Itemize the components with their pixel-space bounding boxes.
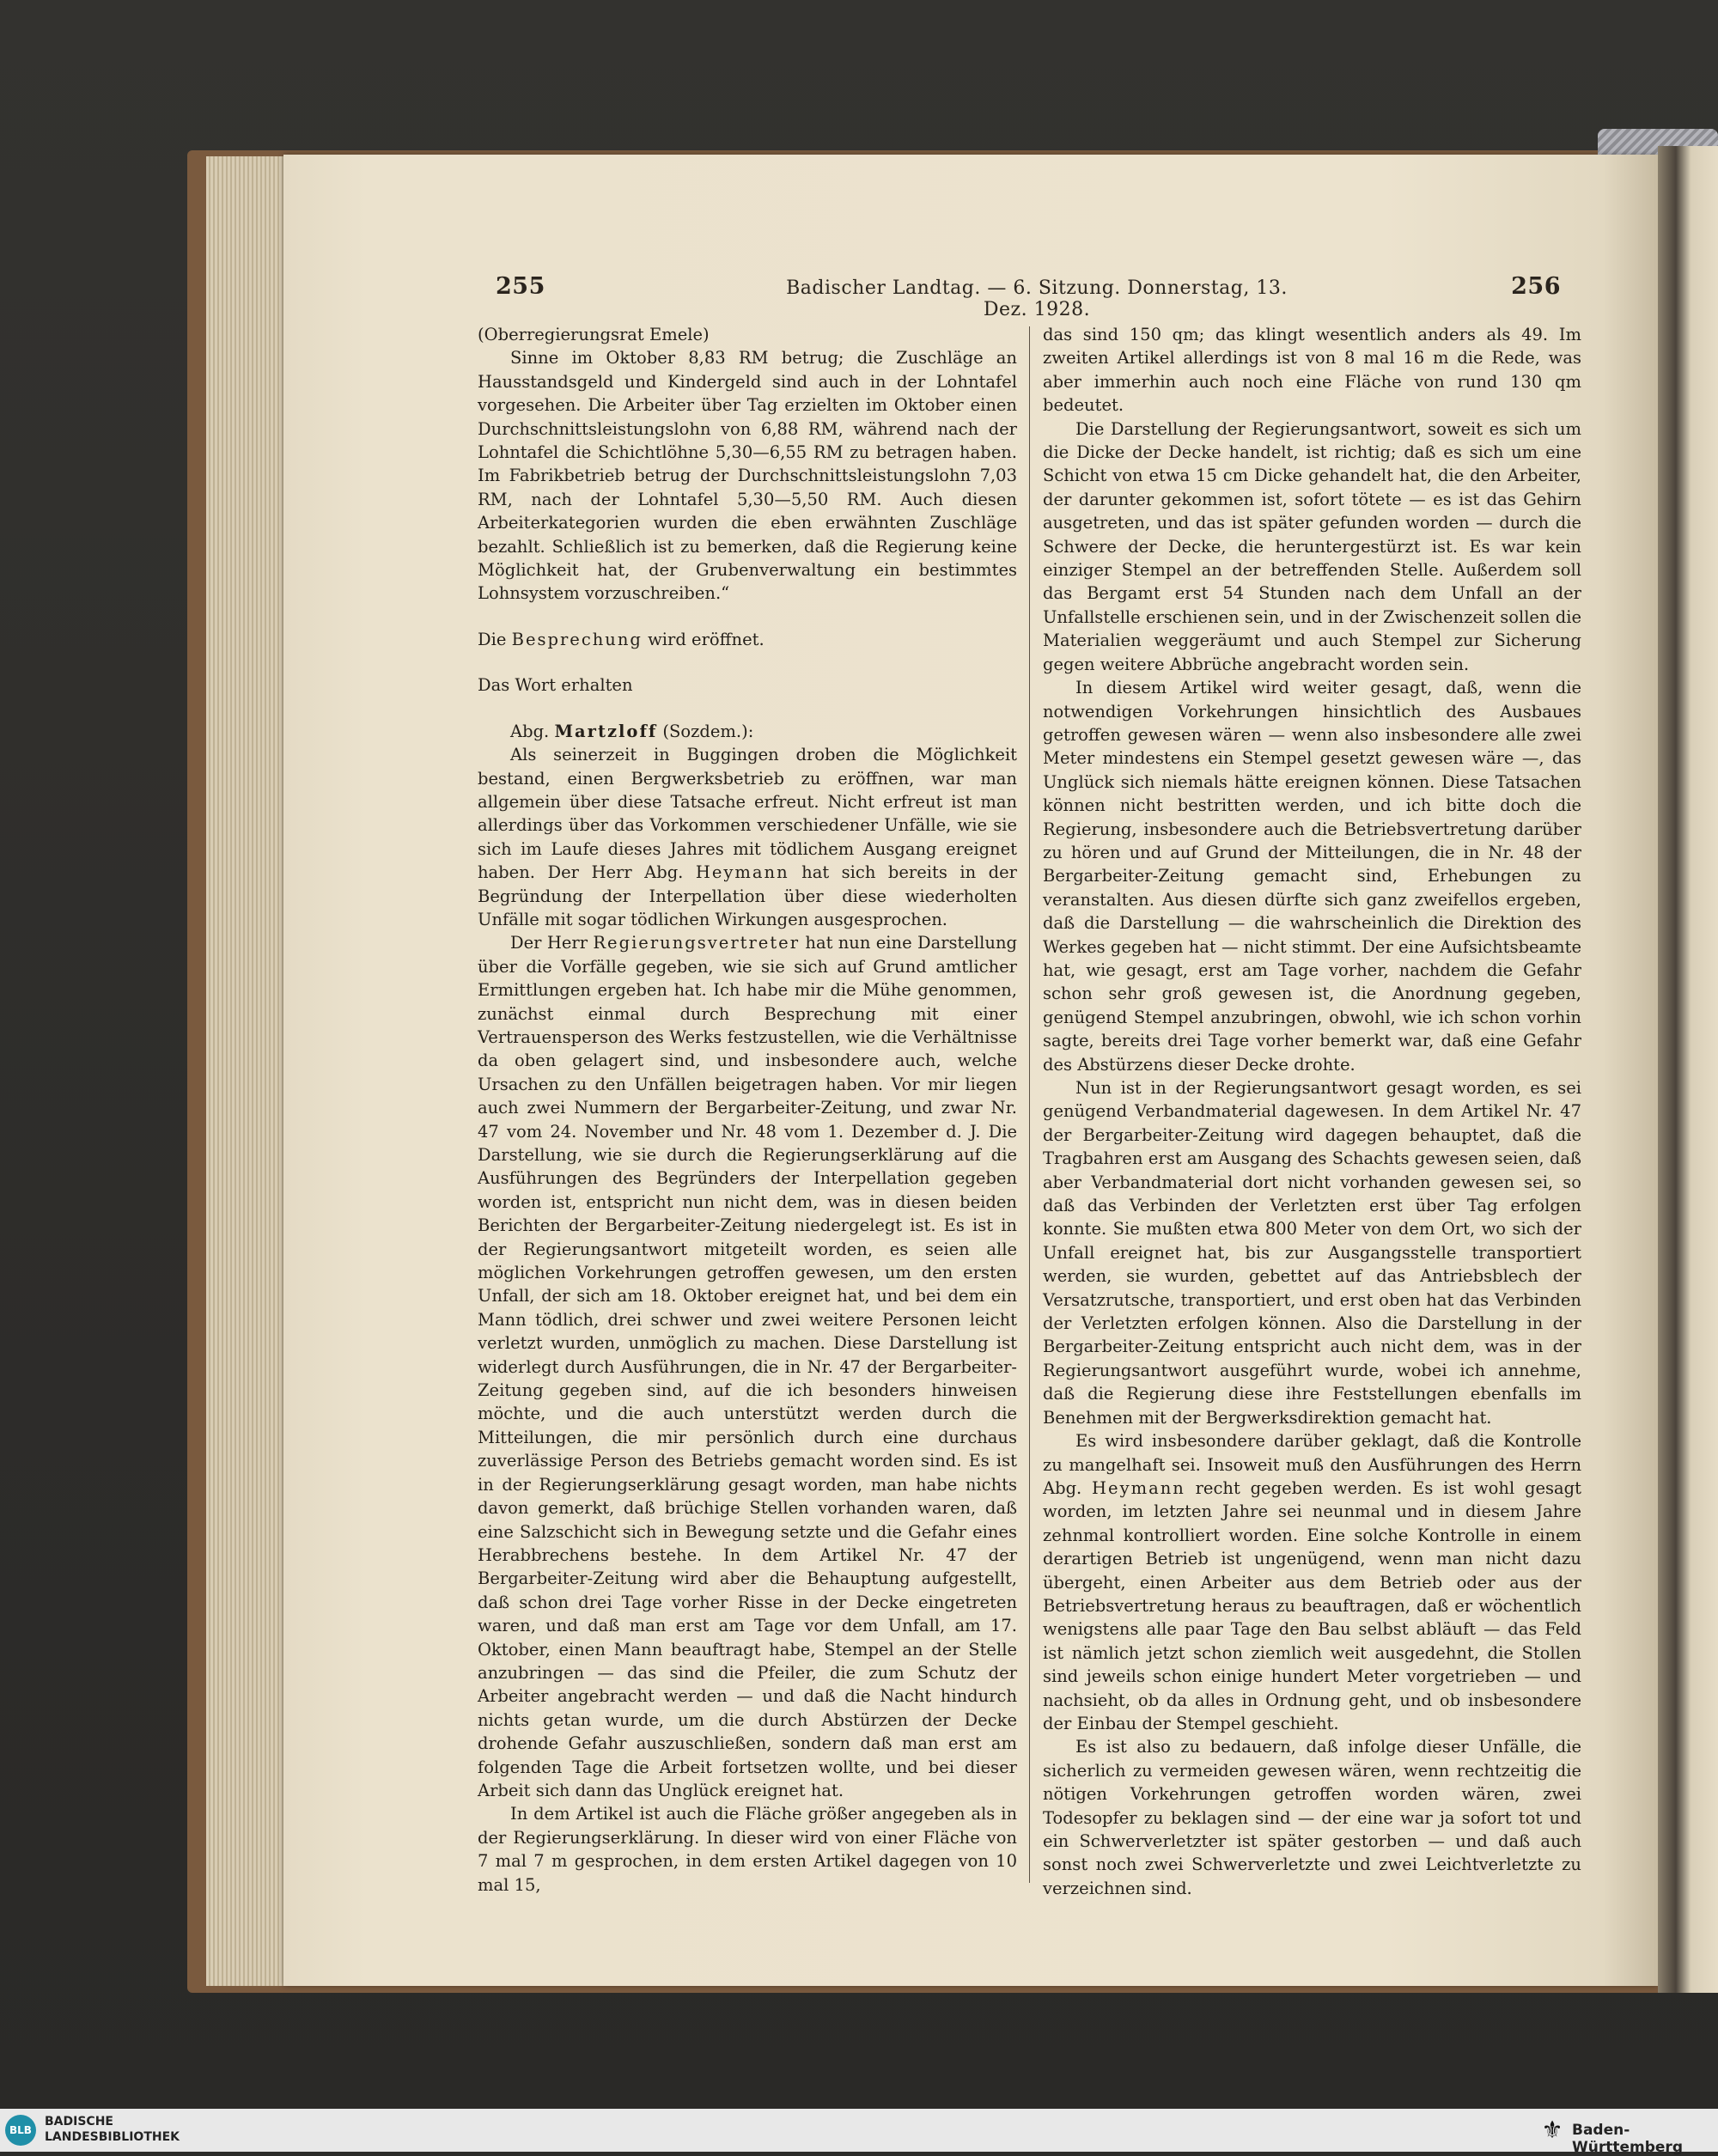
paragraph: In dem Artikel ist auch die Fläche größer angegeben als in der Regierungserklärung. In dieser wird von einer Fläche von 7 mal 7 m gesprochen, in dem ersten Artikel dagegen von 10 mal 15, xyxy=(478,1804,1017,1895)
page-gutter xyxy=(1658,146,1718,1993)
paragraph: Sinne im Oktober 8,83 RM betrug; die Zuschläge an Hausstandsgeld und Kindergeld sind auch in der Lohntafel vorgesehen. Die Arbeiter über Tag erzielten im Oktober einen Durchschnittsleistungslohn von 6,88 RM, während nach der Lohntafel die Schichtlöhne 5,30—6,55 RM zu betragen haben. Im Fabrikbetrieb betrug der Durchschnittsleistungslohn 7,03 RM, nach der Lohntafel 5,30—5,50 RM. Auch diesen Arbeiterkategorien wurden die eben erwähnten Zuschläge bezahlt. Schließlich ist zu bemerken, daß die Regierung keine Möglichkeit hat, der Grubenverwaltung ein bestimmtes Lohnsystem vorzuschreiben.“ xyxy=(478,348,1017,604)
blb-logo[interactable]: BLB xyxy=(5,2115,36,2146)
viewer-footer xyxy=(0,2109,1718,2156)
column-divider xyxy=(1029,326,1030,1883)
discussion-word: Besprechung xyxy=(511,629,643,649)
running-head xyxy=(496,273,1561,320)
paragraph-text: Der Herr xyxy=(510,933,594,953)
paragraph xyxy=(478,931,1017,1802)
page-number-left: 255 xyxy=(496,273,545,300)
mentioned-name: Heymann xyxy=(695,862,789,883)
speaker-line: (Oberregierungsrat Emele) xyxy=(478,325,710,344)
paragraph-text: hat sich bereits in der Begründung der Interpellation über diese wiederholten Unfälle mit sogar tödlichen Wirkungen ausgesprochen. xyxy=(478,862,1017,929)
library-name-line1: BADISCHE xyxy=(45,2115,113,2129)
abg-prefix: Abg. xyxy=(510,721,555,741)
word-given-line: Das Wort erhalten xyxy=(478,675,633,696)
state-name[interactable]: Baden-Württemberg xyxy=(1572,2122,1683,2156)
paragraph-text: hat nun eine Darstellung über die Vorfälle gegeben, wie sie sich auf Grund amtlicher Ermittlungen ergeben hat. Ich habe mir die Mühe genommen, zunächst einmal durch Besprechung mit einer Vertrauensperson des Werks festzustellen, wie die Verhältnisse da oben gelagert sind, und insbesondere auch, welche Ursachen zu den Unfällen beigetragen haben. Vor mir liegen auch zwei Nummern der Bergarbeiter-Zeitung, und zwar Nr. 47 vom 24. November und Nr. 48 vom 1. Dezember d. J. Die Darstellung, wie sie durch die Regierungserklärung auf die Ausführungen des Begründers der Interpellation gegeben worden ist, entspricht nun nicht dem, was in diesen beiden Berichten der Bergarbeiter-Zeitung niedergelegt ist. Es ist in der Regierungsantwort mitgeteilt worden, es seien alle möglichen Vorkehrungen getroffen gewesen, um den ersten Unfall, der sich am 18. Oktober ereignet hat, und bei dem ein Mann tödlich, drei schwer und zwei weitere Personen leicht verletzt wurden, unmöglich zu machen. Diese Darstellung ist widerlegt durch Ausführungen, die in Nr. 47 der Bergarbeiter-Zeitung gegeben sind, auf die ich besonders hinweisen möchte, und die auch unterstützt werden durch die Mitteilungen, die mir persönlich durch eine durchaus zuverlässige Person des Betriebs gemacht worden sind. Es ist in der Regierungserklärung gesagt worden, man habe nichts davon gemerkt, daß brüchige Stellen vorhanden waren, daß eine Salzschicht sich in Bewegung setzte und die Gefahr eines Herabbrechens bestehe. In dem Artikel Nr. 47 der Bergarbeiter-Zeitung wird aber die Behauptung aufgestellt, daß schon drei Tage vorher Risse in der Decke eingetreten waren, und daß man erst am Tage vor dem Unfall, am 17. Oktober, einen Mann beauftragt habe, Stempel an der Stelle anzubringen — das sind die Pfeiler, die zum Schutz der Arbeiter angebracht werden — und daß die Nacht hindurch nichts getan wurde, um die durch Abstürzen der Decke drohende Gefahr auszuschließen, sondern daß man erst am folgenden Tage die Arbeit fortsetzen wollte, und bei dieser Arbeit sich dann das Unglück ereignet hat. xyxy=(478,933,1017,1800)
discussion-pre: Die xyxy=(478,629,512,649)
paragraph xyxy=(1043,1429,1581,1735)
library-name xyxy=(45,2114,180,2145)
paragraph-text: Es wird insbesondere darüber geklagt, daß die Kontrolle zu mangelhaft sei. Insoweit muß den Ausführungen des Herrn Abg. xyxy=(1043,1431,1581,1498)
left-column xyxy=(478,323,1017,1897)
paragraph: In diesem Artikel wird weiter gesagt, daß, wenn die notwendigen Vorkehrungen hinsichtlich des Ausbaues getroffen gewesen wären — wenn also insbesondere alle zwei Meter mindestens ein Stempel gesetzt gewesen wäre —, das Unglück sich niemals hätte ereignen können. Diese Tatsachen können nicht bestritten werden, und ich bitte doch die Regierung, insbesondere auch die Betriebsvertretung darüber zu hören und auf Grund der Mitteilungen, die in Nr. 48 der Bergarbeiter-Zeitung gemacht sind, Erhebungen zu veranstalten. Aus diesen dürfte sich ganz zweifellos ergeben, daß die Darstellung — die wahrscheinlich die Direktion des Werkes gegeben hat — nicht stimmt. Der eine Aufsichtsbeamte hat, wie gesagt, erst am Tage vorher, nachdem die Gefahr schon sehr groß gewesen ist, die Anordnung gegeben, genügend Stempel anzubringen, obwohl, wie ich schon vorhin sagte, bereits drei Tage vorher bemerkt war, daß eine Gefahr des Abstürzens dieser Decke drohte. xyxy=(1043,678,1581,1075)
paragraph xyxy=(478,743,1017,931)
paragraph-text: recht gegeben werden. Es ist wohl gesagt worden, im letzten Jahre sei neunmal und in diesem Jahre zehnmal kontrolliert worden. Eine solche Kontrolle in einem derartigen Betrieb ist ungenügend, wenn man nicht dazu übergeht, einen Arbeiter aus dem Betrieb oder aus der Betriebsvertretung heraus zu beauftragen, daß er wöchentlich wenigstens alle paar Tage den Bau selbst abläuft — das Feld ist nämlich jetzt schon ziemlich weit ausgedehnt, die Stollen sind jeweils schon einige hundert Meter vorgetrieben — und nachsieht, ob da alles in Ordnung geht, und ob insbesondere der Einbau der Stempel geschieht. xyxy=(1043,1477,1581,1733)
abg-party: (Sozdem.): xyxy=(657,721,754,741)
paragraph: Nun ist in der Regierungsantwort gesagt worden, es sei genügend Verbandmaterial dagewesen. In dem Artikel Nr. 47 der Bergarbeiter-Zeitung wird dagegen behauptet, daß die Tragbahren erst am Ausgang des Schachts gewesen seien, daß aber Verbandmaterial dort nicht vorhanden gewesen sei, so daß das Verbinden der Verletzten erst über Tag erfolgen konnte. Sie mußten etwa 800 Meter von dem Ort, wo sich der Unfall ereignet hat, bis zur Ausgangsstelle transportiert werden, sie wurden, gebettet auf das Antriebsblech der Versatzrutsche, transportiert, und erst oben hat das Verbinden der Verletzten erfolgen können. Also die Darstellung in der Bergarbeiter-Zeitung entspricht auch nicht dem, was in der Regierungsantwort ausgeführt wurde, wobei ich annehme, daß die Regierung diese ihre Feststellungen ebenfalls im Benehmen mit der Bergwerksdirektion gemacht hat. xyxy=(1043,1078,1581,1428)
page-edges xyxy=(206,156,292,1986)
mentioned-name: Heymann xyxy=(1092,1477,1185,1498)
library-name-line2: LANDESBIBLIOTHEK xyxy=(45,2130,180,2144)
paragraph-text: Als seinerzeit in Buggingen droben die Möglichkeit bestand, einen Bergwerksbetrieb zu eröffnen, war man allgemein über diese Tatsache erfreut. Nicht erfreut ist man allerdings über das Vorkommen verschiedener Unfälle, wie sie sich im Laufe dieses Jahres mit tödlichem Ausgang ereignet haben. Der Herr Abg. xyxy=(478,745,1017,883)
page-number-right: 256 xyxy=(1511,273,1561,300)
paragraph: Es ist also zu bedauern, daß infolge dieser Unfälle, die sicherlich zu vermeiden gewesen wären, wenn rechtzeitig die nötigen Vorkehrungen getroffen worden wären, zwei Todesopfer zu beklagen sind — der eine war ja sofort tot und ein Schwerverletzter ist später gestorben — und daß auch sonst noch zwei Schwerverletzte und zwei Leichtverletzte zu verzeichnen sind. xyxy=(1043,1737,1581,1898)
right-column xyxy=(1043,323,1581,1900)
discussion-line xyxy=(478,628,1017,651)
bw-coat-of-arms-icon: ⚜ xyxy=(1541,2116,1563,2144)
paragraph: das sind 150 qm; das klingt wesentlich anders als 49. Im zweiten Artikel allerdings ist von 8 mal 16 m die Rede, was aber immerhin auch noch eine Fläche von rund 130 qm bedeutet. xyxy=(1043,325,1581,416)
paragraph: Die Darstellung der Regierungsantwort, soweit es sich um die Dicke der Decke handelt, ist richtig; daß es sich um eine Schicht von etwa 15 cm Dicke gehandelt hat, die den Arbeiter, der darunter gekommen ist, sofort tötete — es ist das Gehirn ausgetreten, und das ist später gefunden worden — durch die Schwere der Decke, die heruntergestürzt ist. Es war kein einziger Stempel an der betreffenden Stelle. Außerdem soll das Bergamt erst 54 Stunden nach dem Unfall an der Unfallstelle erschienen sein, und in der Zwischenzeit sollen die Materialien weggeräumt und auch Stempel zur Sicherung gegen weitere Abbrüche angebracht worden sein. xyxy=(1043,418,1581,674)
discussion-post: wird eröffnet. xyxy=(642,629,765,649)
speaker-name: Martzloff xyxy=(554,721,658,741)
emphasized-word: Regierungsvertreter xyxy=(593,933,801,953)
speaker-heading xyxy=(478,720,1017,743)
running-title: Badischer Landtag. — 6. Sitzung. Donnerstag, 13. Dez. 1928. xyxy=(786,277,1288,320)
